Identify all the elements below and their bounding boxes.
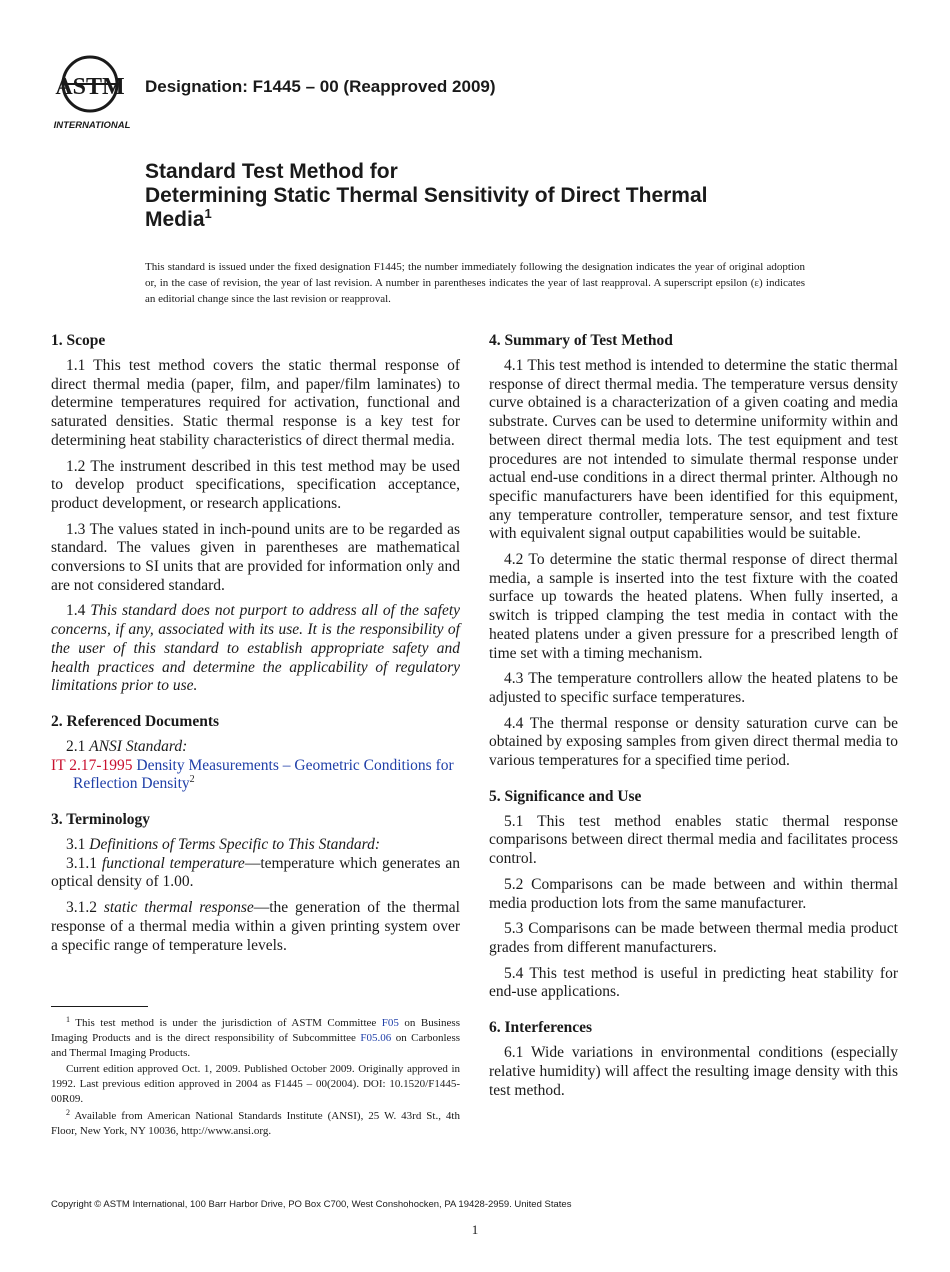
title-line-1: Standard Test Method for <box>145 160 398 183</box>
section-heading-terminology: 3. Terminology <box>51 811 151 829</box>
title-line-3: Media <box>145 208 205 231</box>
paragraph-4-4: 4.4 The thermal response or density saturation curve can be obtained by exposing samples from given direct thermal media to various temperatures for a specified time period. <box>489 714 898 770</box>
issue-note: This standard is issued under the fixed designation F1445; the number immediately following the designation indicates the year of original adoption or, in the case of revision, the year of last revision. A number in parentheses indicates the year of last reapproval. A superscript epsilon (ε) indicates an editorial change since the last revision or reapproval. <box>145 261 805 305</box>
section-heading-referenced-documents: 2. Referenced Documents <box>51 712 220 730</box>
reference-entry <box>51 757 460 794</box>
paragraph-5-2: 5.2 Comparisons can be made between and within thermal media production lots from the same manufacturer. <box>489 875 898 912</box>
section-heading-interferences: 6. Interferences <box>489 1019 593 1037</box>
paragraph-3-1-1-number: 3.1.1 <box>66 854 97 872</box>
paragraph-2-1-text: ANSI Standard: <box>89 737 188 755</box>
footnote-1-edition: Current edition approved Oct. 1, 2009. Published October 2009. Originally approved in 1992. Last previous edition approved in 2004 as F1445 – 00(2004). DOI: 10.1520/F1445-00R09. <box>51 1063 460 1105</box>
astm-logo <box>52 52 134 132</box>
section-heading-summary: 4. Summary of Test Method <box>489 332 673 349</box>
paragraph-1-3: 1.3 The values stated in inch-pound units are to be regarded as standard. The values given in parentheses are mathematical conversions to SI units that are provided for information only and are not considered standard. <box>51 520 460 594</box>
paragraph-3-1-text: Definitions of Terms Specific to This Standard: <box>89 836 381 854</box>
paragraph-3-1-1-text: —temperature which generates an optical density of 1.00. <box>51 854 460 891</box>
paragraph-4-2: 4.2 To determine the static thermal response of direct thermal media, a sample is inserted into the test fixture with the coated surface up towards the heated platens. When fully inserted, a switch is tripped clamping the test media in contact with the heated platens under a given pressure for a prescribed length of time set with a timing mechanism. <box>489 551 898 662</box>
term-functional-temperature: functional temperature <box>101 854 245 872</box>
footnote-divider <box>51 1006 148 1007</box>
title-line-2: Determining Static Thermal Sensitivity of Direct Thermal <box>145 184 708 207</box>
paragraph-1-2: 1.2 The instrument described in this test method may be used to develop product specifications, specification acceptance, product development, or research applications. <box>51 457 460 512</box>
paragraph-1-4-text: This standard does not purport to address all of the safety concerns, if any, associated with its use. It is the responsibility of the user of this standard to establish appropriate safety and health practices and determine the applicability of regulatory limitations prior to use. <box>51 602 461 695</box>
designation: Designation: F1445 – 00 (Reapproved 2009) <box>145 77 496 96</box>
footnote-2-mark: 2 <box>66 1107 70 1117</box>
paragraph-3-1 <box>51 836 460 855</box>
copyright-notice: Copyright © ASTM International, 100 Barr Harbor Drive, PO Box C700, West Conshohocken, PA 19428-2959. United States <box>51 1199 572 1210</box>
paragraph-5-4: 5.4 This test method is useful in predicting heat stability for end-use applications. <box>489 964 898 1001</box>
right-column <box>489 331 898 1107</box>
left-column <box>51 331 460 962</box>
reference-title-link[interactable]: Density Measurements – Geometric Conditions for Reflection Density <box>73 756 454 793</box>
paragraph-4-3: 4.3 The temperature controllers allow the heated platens to be adjusted to specific surface temperatures. <box>489 670 898 706</box>
paragraph-3-1-2-number: 3.1.2 <box>66 899 97 917</box>
paragraph-1-1: 1.1 This test method covers the static thermal response of direct thermal media (paper, film, and paper/film laminates) to determine temperatures required for activation, functional and saturated densities. Static thermal response is a key test for determining heat stability characteristics of direct thermal media. <box>51 357 460 449</box>
footnote-1 <box>51 1016 460 1060</box>
footnote-1-text-c: on Carbonless and Thermal Imaging Products. <box>51 1031 461 1059</box>
page-number: 1 <box>471 1222 479 1237</box>
astm-logo-icon <box>52 52 134 132</box>
paragraph-3-1-2-text: —the generation of the thermal response of a thermal media within a given printing system over a specific range of temperature levels. <box>51 899 460 954</box>
paragraph-6-1: 6.1 Wide variations in environmental conditions (especially relative humidity) will affect the resulting image density with this test method. <box>489 1044 898 1099</box>
footnote-2-text: Available from American National Standards Institute (ANSI), 25 W. 43rd St., 4th Floor, New York, NY 10036, http://www.ansi.org. <box>51 1109 460 1137</box>
footnote-2 <box>51 1109 460 1139</box>
section-heading-significance: 5. Significance and Use <box>489 787 642 805</box>
subcommittee-f05-06-link[interactable]: F05.06 <box>360 1031 392 1044</box>
footnote-1-text-a: This test method is under the jurisdiction of ASTM Committee <box>75 1017 377 1029</box>
committee-f05-link[interactable]: F05 <box>381 1017 399 1029</box>
paragraph-1-4-number: 1.4 <box>66 602 86 620</box>
title-footnote-mark: 1 <box>204 206 212 221</box>
logo-mark: ASTM <box>55 74 125 100</box>
paragraph-3-1-number: 3.1 <box>66 836 86 854</box>
paragraph-3-1-1 <box>51 855 460 892</box>
paragraph-4-1: 4.1 This test method is intended to determine the static thermal response of direct thermal media. The temperature versus density curve obtained is a characterization of a given coating and media substrate. Curves can be used to determine uniformity within and between direct thermal media lots. The test equipment and test procedures are not intended to simulate thermal response under actual end-use conditions in a direct thermal printer. Although no specific manufacturers have been identified for this equipment, any temperature controller, temperature sensor, and test fixture with equivalent signal output capabilities would be suitable. <box>489 357 898 543</box>
paragraph-2-1 <box>51 738 460 757</box>
section-heading-scope: 1. Scope <box>51 332 106 349</box>
footnote-1-mark: 1 <box>66 1015 70 1024</box>
footnotes <box>51 1016 460 1140</box>
reference-footnote-mark: 2 <box>189 774 195 786</box>
paragraph-5-1: 5.1 This test method enables static thermal response comparisons between direct thermal media and facilitates process control. <box>489 812 898 868</box>
paragraph-5-3: 5.3 Comparisons can be made between thermal media product grades from different manufacturers. <box>489 920 898 956</box>
paragraph-1-4 <box>51 602 460 696</box>
term-static-thermal-response: static thermal response <box>103 899 254 917</box>
paragraph-2-1-number: 2.1 <box>66 737 86 755</box>
reference-code-link[interactable]: IT 2.17-1995 <box>51 756 133 774</box>
logo-subtitle: INTERNATIONAL <box>53 120 131 131</box>
footnote-1-text-b: on Business Imaging Products and is the direct responsibility of Subcommittee <box>51 1017 460 1044</box>
document-title <box>145 160 845 232</box>
paragraph-3-1-2 <box>51 899 460 955</box>
